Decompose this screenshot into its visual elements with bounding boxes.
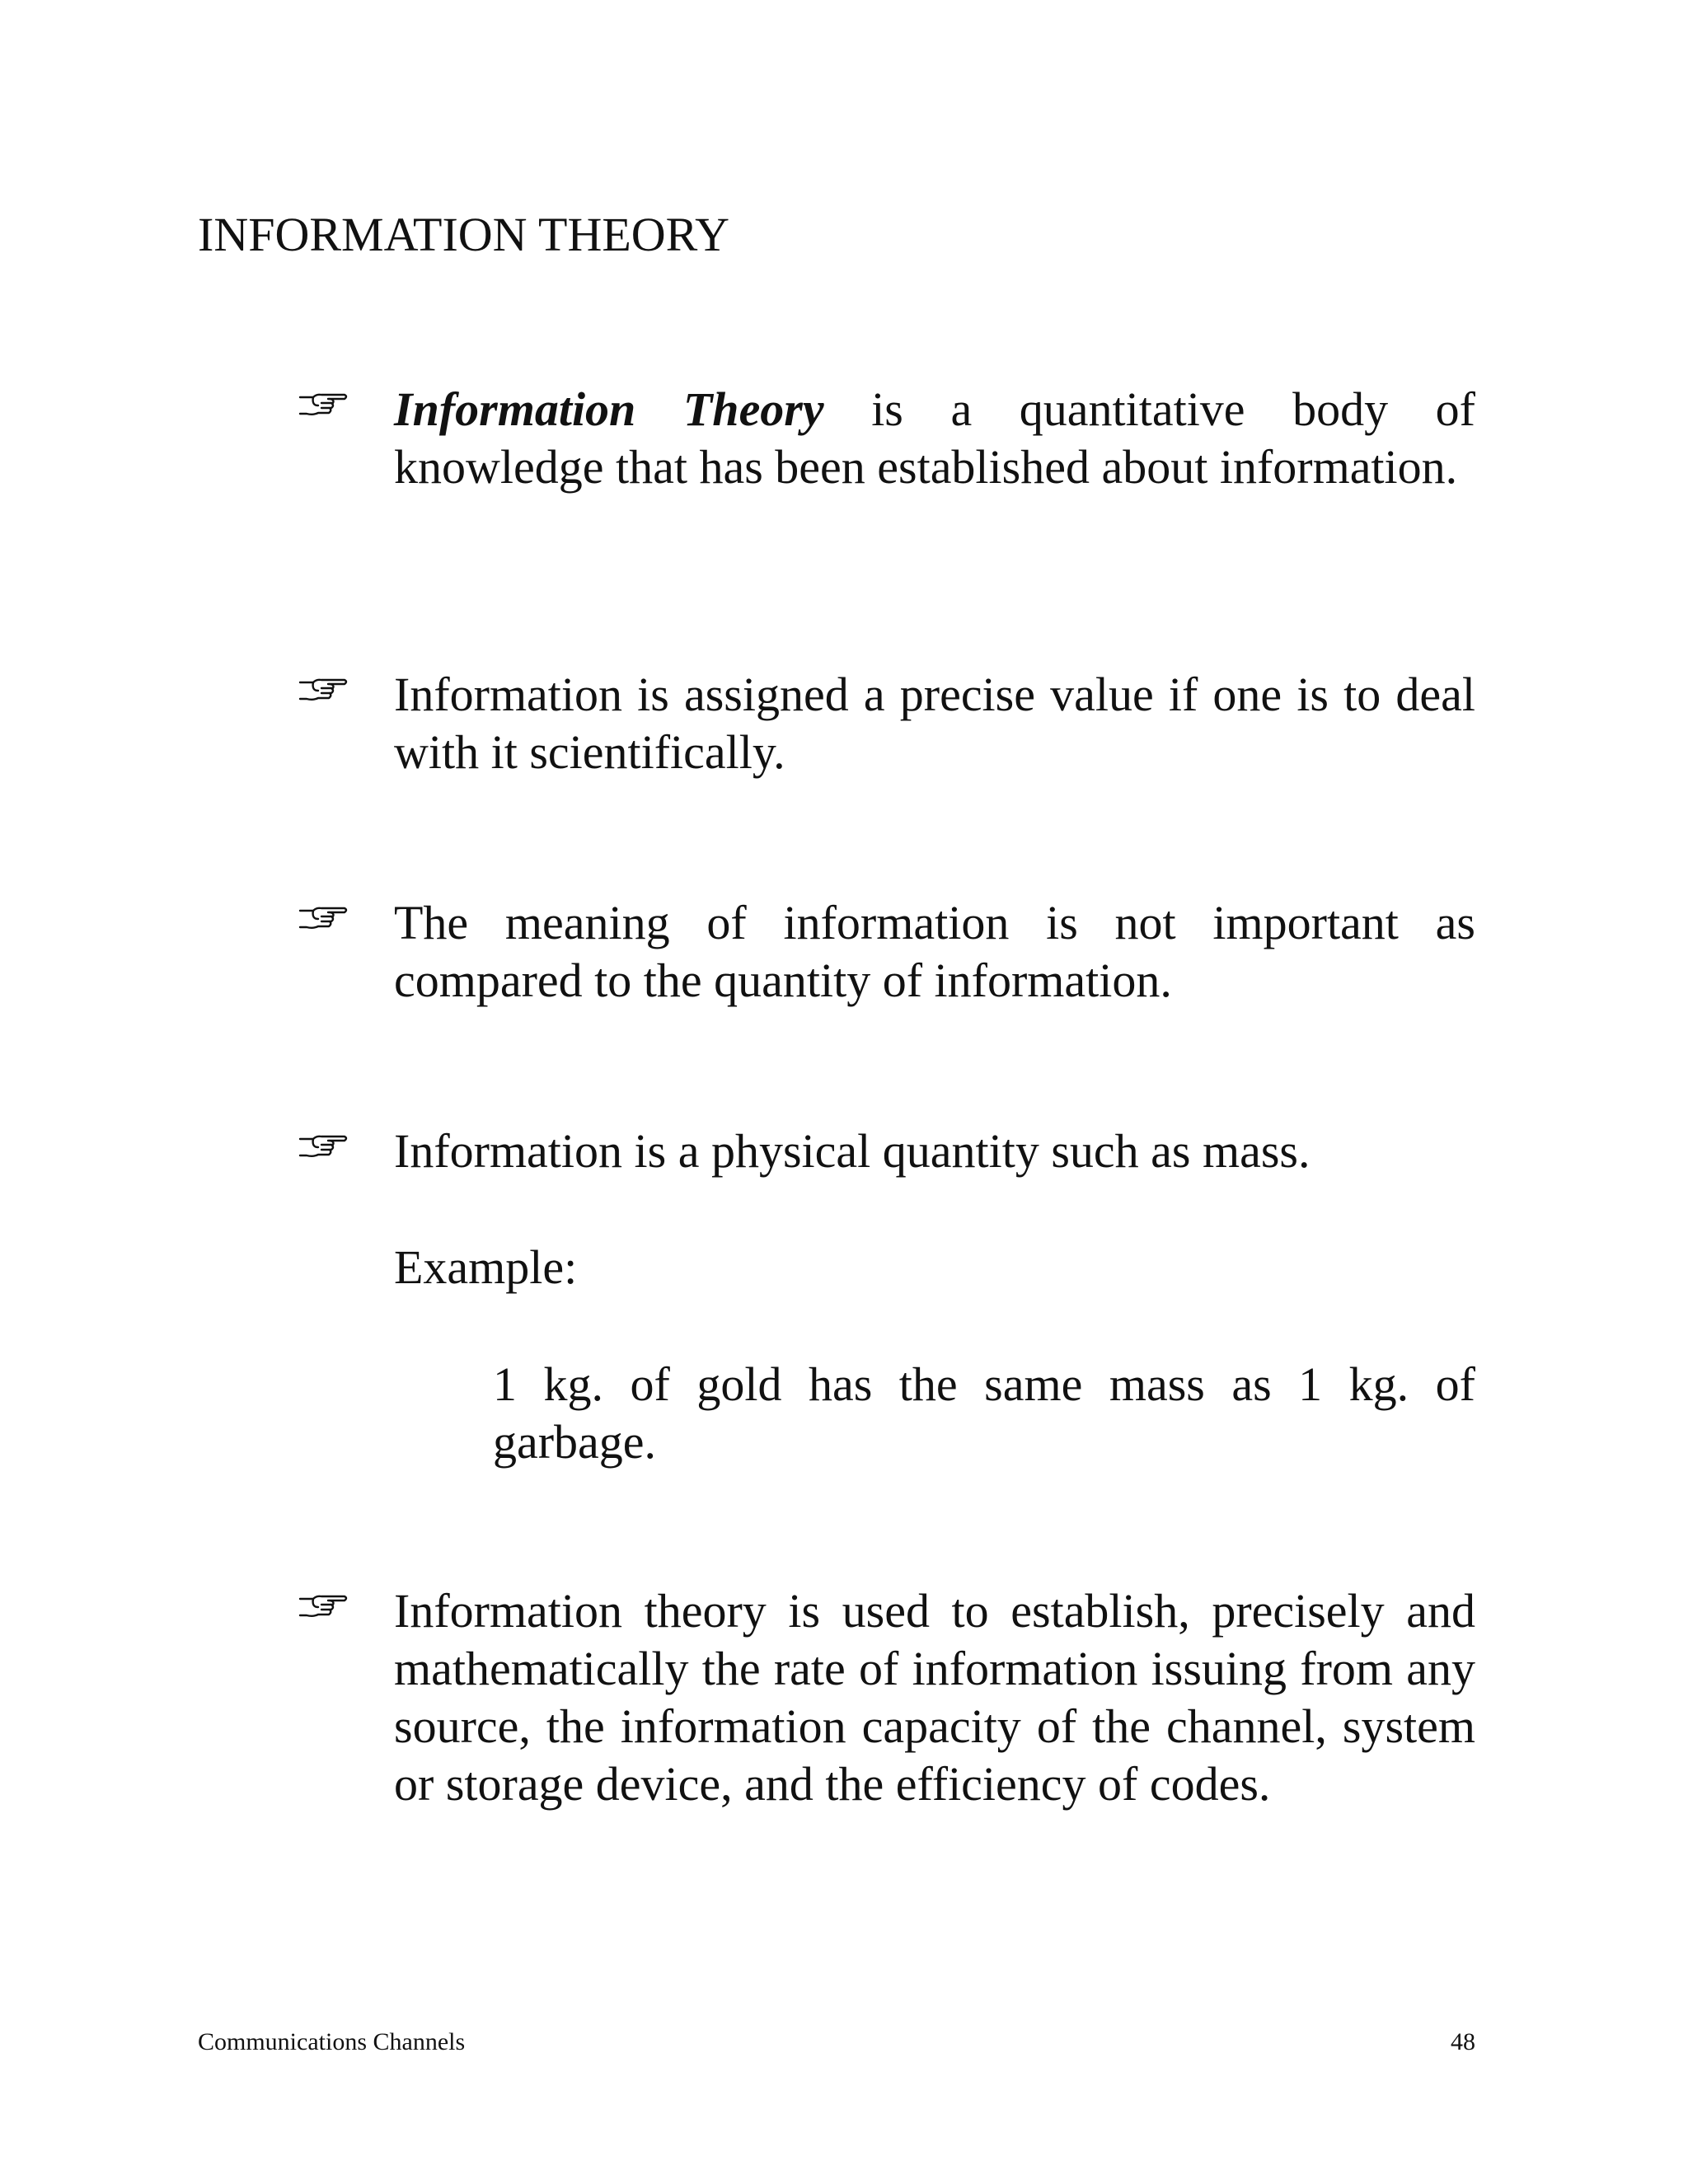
example-text: 1 kg. of gold has the same mass as 1 kg. of garbage. (493, 1357, 1475, 1469)
footer-title: Communications Channels (198, 2028, 466, 2055)
pointing-hand-icon (297, 1591, 349, 1624)
page-number: 48 (1451, 2028, 1475, 2055)
example-label: Example: (394, 1240, 578, 1294)
pointing-hand-icon (297, 902, 349, 935)
pointing-hand-icon (297, 389, 349, 422)
bullet-paragraph-1 (394, 381, 1475, 496)
pointing-hand-icon (297, 1131, 349, 1164)
bullet-paragraph-5: Information theory is used to establish, precisely and mathematically the rate of information issuing from any source, the information capacity of the channel, system or storage device, and the efficiency of codes. (394, 1584, 1475, 1811)
term-information-theory: Information Theory (394, 382, 824, 436)
bullet-paragraph-2: Information is assigned a precise value if one is to deal with it scientifically. (394, 668, 1475, 779)
page-title: INFORMATION THEORY (198, 208, 730, 261)
pointing-hand-icon (297, 674, 349, 707)
bullet-paragraph-3: The meaning of information is not important as compared to the quantity of information. (394, 896, 1475, 1007)
bullet-paragraph-4: Information is a physical quantity such as mass. (394, 1124, 1311, 1178)
bullet-text-1: is a quantitative body of knowledge that has been established about information. (394, 382, 1475, 494)
